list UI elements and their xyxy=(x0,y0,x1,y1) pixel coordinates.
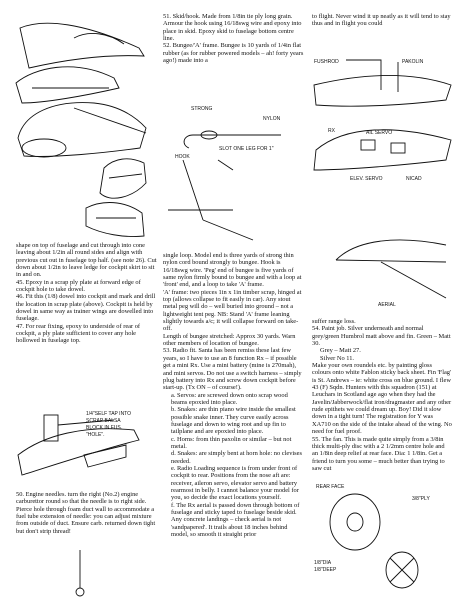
engine-needle-figure xyxy=(14,395,154,490)
radio-layout-figure xyxy=(306,30,458,315)
needle-figure xyxy=(60,548,100,598)
column-3-top-text xyxy=(312,13,452,28)
ply-label: 3/8"PLY xyxy=(412,496,430,502)
step-53b-text: b. Snakes: are thin piano wire inside the smallest possible snake inner. They curve easily across fuselage and down to wing root and up fin to tailplane and are epoxied into place. xyxy=(171,406,296,436)
step-53-text: 53. Radio fit. Santa has been remiss these last few years, so I have to use an 8 function Rx – if possible get a mini Rx. Use a mini battery (mine is 270mah), and mini servos. Do not use a switch harness – simply plug battery into Rx and screw down cockpit before start-up. (Tx ON – of course!). xyxy=(163,347,302,392)
a-frame-text: 'A' frame: two pieces 1in x 1in timber scrap, hinged at top (allows collapse to fit easily in car). Any stout metal peg will do – well buried into ground – not a lightweight tent peg. NB: Stand 'A' frame leaning slightly towards a/c; it will collapse forward on take-off. xyxy=(163,288,302,333)
roundels-text: Make your own roundels etc. by painting gloss colours onto white Fablon sticky back sheet. Fin 'Flag' is St. Andrews – ie: white cross on blue ground. I flew 43 (F) Sqdn. Hunters with this squadron (151) at Leuchars in Scotland age ago when they had the Javelin/Jabberwock/flat iron/dragmaster and any other rude epithets we could dream up. Boy! Did it slow down in a tight turn! The registration for Y was XA710 on the side of the intake ahead of the wing. No need for fuel proof. xyxy=(312,362,452,436)
step-53d-text: d. Snakes: are simply bent at horn hole: no clevises needed. xyxy=(171,450,302,465)
step-47-text: 47. For rear fixing, epoxy to underside of rear of cockpit, a ply plate sufficient to cover any hole hollowed in fuselage top. xyxy=(16,322,141,345)
step-55-text: 55. The fan. This is made quite simply from a 3/8in thick multi-ply disc with a 2 1/2mm centre hole and an 1/8in deep relief at rear face. Dia: 1 1/8in. Get a friend to turn you some – much better than trying to saw cut xyxy=(312,435,445,472)
step-54-text: 54. Paint job. Silver underneath and normal grey/green Humbrol matt above and fin. Green – Matt 30. xyxy=(312,325,451,348)
step-45-text: 45. Epoxy in a scrap ply plate at forward edge of cockpit hole to take dowel. xyxy=(16,278,141,294)
step-46-text: 46. Fit this (1/8) dowel into cockpit and mark and drill the location in scrap plate (above). Cockpit is held by dowel in same way as trainer wings are dowelled into fuselage. xyxy=(16,293,156,323)
aerial-continued-text: to flight. Never wind it up neatly as it will tend to stay thus and in flight you could xyxy=(312,13,451,28)
aerial-label: AERIAL xyxy=(378,302,396,308)
step-50-text: 50. Engine needles. turn the right (No.2) engine carburettor round so that the needle is to right side. Pierce hole through foam duct wall to accommodate a fuel tube extension of needle: you can adjust mixture from outside of duct. Ensure carb. returned down tight but don't strip thread! xyxy=(16,491,156,535)
fushrod-label: FUSHROD xyxy=(314,59,339,65)
step-53f-text: f. The Rx aerial is passed down through bottom of fuselage and sticky taped to fuselage beside skid. Any concrete landings – check aerial is not 'sandpapered'. It trails about 18 inches behind model, so smooth it straight prior xyxy=(171,501,300,539)
slot-label: SLOT ONE LEG FOR 1" xyxy=(219,146,274,152)
hook-label: HOOK xyxy=(175,154,190,160)
dia-label: 1/8"DIA xyxy=(314,560,332,566)
strong-label: STRONG xyxy=(191,106,213,112)
silver-text: Silver No 11. xyxy=(320,354,355,362)
length-text: Length of bungee stretched: Approx 30 yards. Warn other members of location of bungee. xyxy=(163,332,296,348)
rear-face-label: REAR FACE xyxy=(316,484,345,490)
column-3-text xyxy=(312,318,452,472)
block-fus-label: BLOCK IN FUS. xyxy=(86,425,123,431)
grey-text: Grey – Matt 27. xyxy=(320,347,361,355)
step-52b-text: single loop. Model end is three yards of strong thin nylon cord bound strongly to bungee. Hook is 16/18swg wire. 'Peg' end of bungee is five yards of same nylon firmly bound to bungee and with a loop at 'front' end, and a loop to take 'A' frame. xyxy=(163,252,302,289)
step-53c-text: c. Horns: from thin paxolin or similar – but not metal. xyxy=(171,435,292,450)
column-1-text xyxy=(16,242,157,345)
column-2-text xyxy=(163,13,304,64)
elev-servo-label: ELEV. SERVO xyxy=(350,176,383,182)
step-53a-text: a. Servos: are screwed down onto scrap wood beams epoxied into place. xyxy=(171,391,288,406)
pakolin-label: PAKOLIN xyxy=(402,59,424,65)
self-tap-label: 1/4"SELF TAP INTO xyxy=(86,411,132,417)
range-loss-text: suffer range loss. xyxy=(312,318,356,325)
step-53e-text: e. Radio Loading sequence is from under front of cockpit to rear. Positions from the nose aft are: receiver, aileron servo, elevator servo and battery rearmost in belly. I cannot balance your model for you, so decide the exact locations yourself. xyxy=(171,464,299,502)
step-51-text: 51. Skid/hook. Made from 1/8in tie ply long grain. Armour the hook using 16/18swg wire and epoxy into place in skid. Epoxy skid to fuselage bottom centre line. xyxy=(163,13,302,43)
step-44-text: shape on top of fuselage and cut through into cone leaving about 1/2in all round sides and align with previous cut out in fuselage top half. (see note 26). Cut down about 1/2in to leave ledge for cockpit skirt to sit in and on. xyxy=(16,242,157,279)
column-2-lower-text xyxy=(163,252,304,538)
ail-servo-label: AIL SERVO xyxy=(366,130,393,136)
deep-label: 1/8"DEEP xyxy=(314,567,337,573)
step-52-text: 52. Bungee/'A' frame. Bungee is 10 yards of 1/4in flat rubber (as for rubber powered models – ah! forty years ago!) made into a xyxy=(163,42,304,65)
nicad-label: NICAD xyxy=(406,176,422,182)
scrap-balsa-label: SCRAP BALSA xyxy=(86,418,121,424)
rx-label: RX xyxy=(328,128,335,134)
nylon-label: NYLON xyxy=(263,116,281,122)
fan-figure xyxy=(310,482,458,598)
hole-label: "HOLE". xyxy=(86,432,105,438)
step-50-block xyxy=(16,491,157,535)
cockpit-fuselage-figure xyxy=(14,8,154,240)
hook-figure xyxy=(163,90,304,248)
